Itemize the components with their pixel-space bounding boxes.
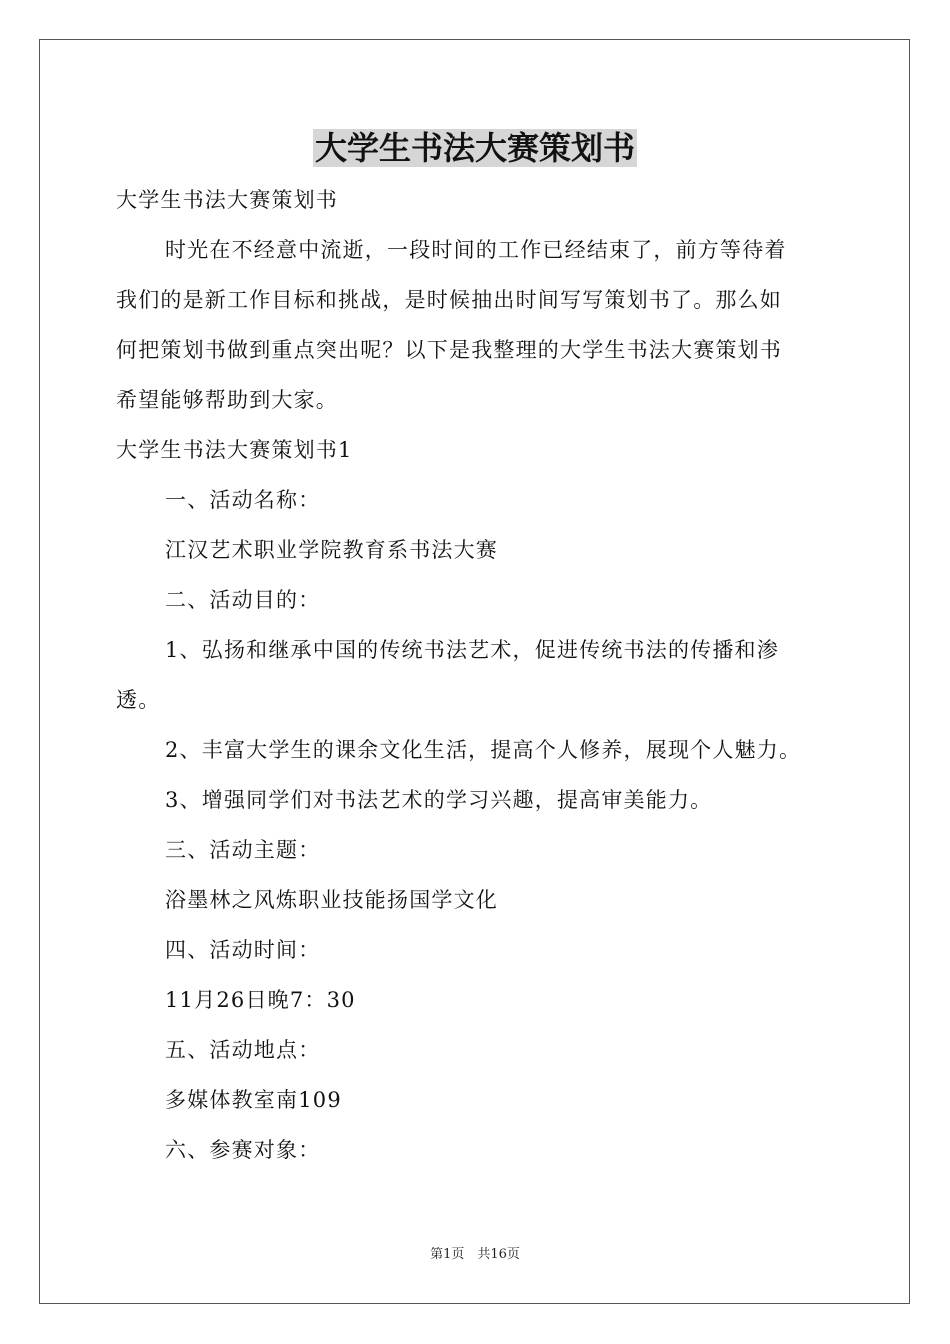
item-activity-time: 11月26日晚7：30: [165, 988, 356, 1012]
intro-line-1: 时光在不经意中流逝，一段时间的工作已经结束了，前方等待着: [165, 238, 787, 262]
item-activity-name: 江汉艺术职业学院教育系书法大赛: [165, 538, 498, 562]
intro-line-2: 我们的是新工作目标和挑战，是时候抽出时间写写策划书了。那么如: [116, 288, 782, 312]
item-purpose-2: 2、丰富大学生的课余文化生活，提高个人修养，展现个人魅力。: [165, 738, 802, 762]
item-activity-location-heading: 五、活动地点：: [165, 1038, 321, 1062]
item-purpose-1: 1、弘扬和继承中国的传统书法艺术，促进传统书法的传播和渗: [165, 638, 779, 662]
intro-line-3: 何把策划书做到重点突出呢？以下是我整理的大学生书法大赛策划书: [116, 338, 782, 362]
item-activity-time-heading: 四、活动时间：: [165, 938, 321, 962]
intro-line-4: 希望能够帮助到大家。: [116, 388, 338, 412]
document-subtitle: 大学生书法大赛策划书: [116, 188, 338, 212]
document-title-text: 大学生书法大赛策划书: [314, 129, 635, 167]
item-participants-heading: 六、参赛对象：: [165, 1138, 321, 1162]
item-activity-name-heading: 一、活动名称：: [165, 488, 321, 512]
page-footer: 第1页 共16页: [430, 1247, 520, 1262]
item-activity-purpose-heading: 二、活动目的：: [165, 588, 321, 612]
item-purpose-3: 3、增强同学们对书法艺术的学习兴趣，提高审美能力。: [165, 788, 713, 812]
item-activity-location: 多媒体教室南109: [165, 1088, 342, 1112]
item-activity-theme: 浴墨林之风炼职业技能扬国学文化: [165, 888, 498, 912]
item-purpose-1-cont: 透。: [116, 688, 161, 712]
item-activity-theme-heading: 三、活动主题：: [165, 838, 321, 862]
document-title: [0, 128, 950, 168]
section-heading: 大学生书法大赛策划书1: [116, 438, 353, 462]
